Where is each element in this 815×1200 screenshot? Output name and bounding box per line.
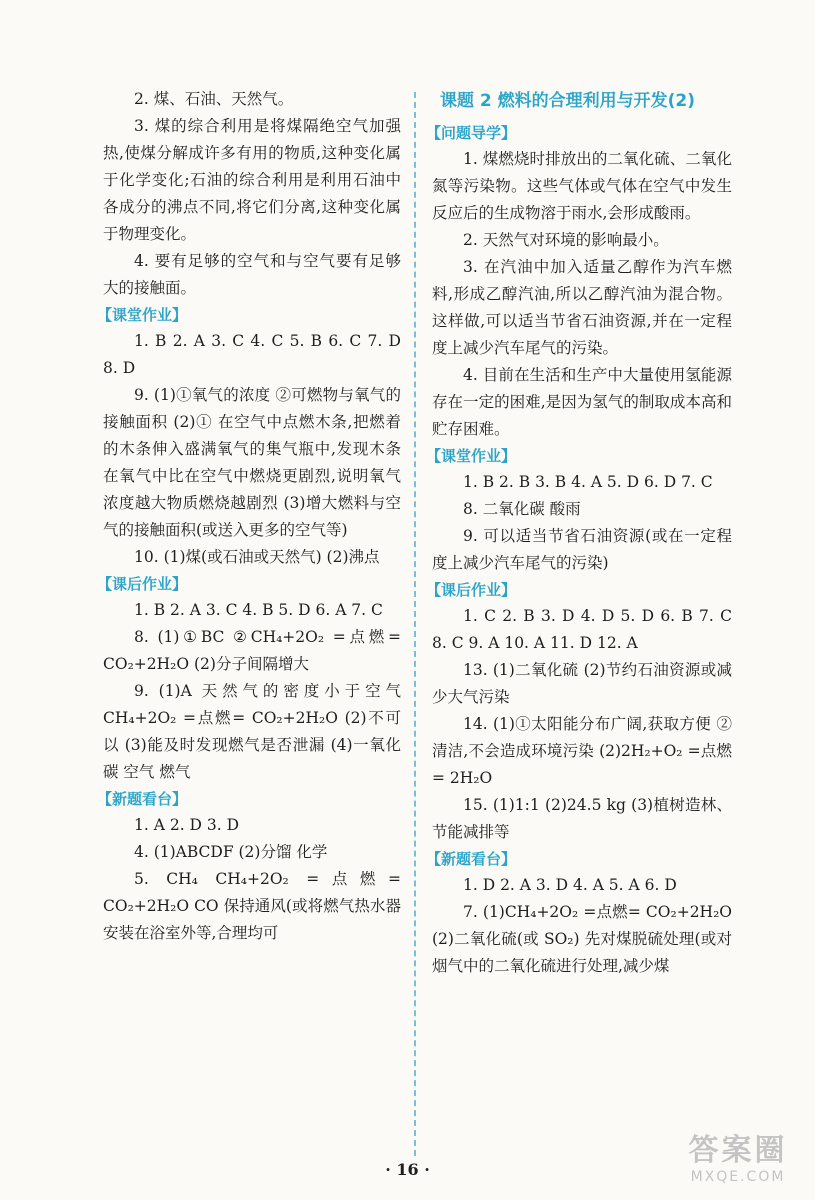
- answer-text: 4. 要有足够的空气和与空气要有足够大的接触面。: [103, 252, 401, 297]
- section-heading: 【课堂作业】: [97, 306, 188, 324]
- answer-text: 9. 可以适当节省石油资源(或在一定程度上减少汽车尾气的污染): [432, 527, 732, 572]
- left-column: [97, 86, 401, 947]
- answer-text: 2. 煤、石油、天然气。: [134, 90, 294, 108]
- answer-text: 1. B 2. A 3. C 4. C 5. B 6. C 7. D 8. D: [103, 332, 401, 377]
- answer-text: 5. CH₄ CH₄+2O₂ =点燃= CO₂+2H₂O CO 保持通风(或将燃气热水器安装在浴室外等,合理均可: [103, 870, 401, 942]
- answer-text: 10. (1)煤(或石油或天然气) (2)沸点: [134, 548, 380, 566]
- answer-text: 4. 目前在生活和生产中大量使用氢能源存在一定的困难,是因为氢气的制取成本高和贮存困难。: [432, 366, 732, 438]
- answer-text: 2. 天然气对环境的影响最小。: [463, 231, 669, 249]
- answer-text: 1. A 2. D 3. D: [134, 816, 240, 834]
- section-heading: 【新题看台】: [426, 850, 517, 868]
- answer-text: 9. (1)①氧气的浓度 ②可燃物与氧气的接触面积 (2)① 在空气中点燃木条,把燃着的木条伸入盛满氧气的集气瓶中,发现木条在氧气中比在空气中燃烧更剧烈,说明氧气浓度越大物质燃烧越剧烈 (3)增大燃料与空气的接触面积(或送入更多的空气等): [103, 386, 401, 539]
- answer-text: 8. (1)①BC ②CH₄+2O₂ =点燃= CO₂+2H₂O (2)分子间隔增大: [103, 628, 401, 673]
- section-heading: 【课堂作业】: [426, 447, 517, 465]
- answer-text: 1. B 2. A 3. C 4. B 5. D 6. A 7. C: [134, 601, 383, 619]
- answer-text: 7. (1)CH₄+2O₂ =点燃= CO₂+2H₂O (2)二氧化硫(或 SO₂) 先对煤脱硫处理(或对烟气中的二氧化硫进行处理,减少煤: [432, 903, 732, 975]
- answer-text: 3. 在汽油中加入适量乙醇作为汽车燃料,形成乙醇汽油,所以乙醇汽油为混合物。这样做,可以适当节省石油资源,并在一定程度上减少汽车尾气的污染。: [432, 258, 732, 357]
- topic-title: 课题 2 燃料的合理利用与开发(2): [440, 91, 696, 111]
- answer-text: 1. D 2. A 3. D 4. A 5. A 6. D: [463, 876, 677, 894]
- answer-text: 13. (1)二氧化硫 (2)节约石油资源或减少大气污染: [432, 661, 732, 706]
- watermark-line2: MXQE.COM: [690, 1169, 786, 1185]
- watermark-line1: 答案圈: [688, 1133, 788, 1168]
- page-number: · 16 ·: [385, 1160, 430, 1179]
- answer-text: 1. C 2. B 3. D 4. D 5. D 6. B 7. C 8. C 9. A 10. A 11. D 12. A: [432, 607, 732, 652]
- answer-text: 9. (1)A 天然气的密度小于空气 CH₄+2O₂ =点燃= CO₂+2H₂O (2)不可以 (3)能及时发现燃气是否泄漏 (4)一氧化碳 空气 燃气: [103, 682, 401, 781]
- answer-text: 8. 二氧化碳 酸雨: [463, 500, 581, 518]
- right-column: [426, 86, 732, 980]
- section-heading: 【课后作业】: [97, 575, 188, 593]
- answer-text: 14. (1)①太阳能分布广阔,获取方便 ②清洁,不会造成环境污染 (2)2H₂+O₂ =点燃= 2H₂O: [432, 715, 732, 787]
- answer-text: 4. (1)ABCDF (2)分馏 化学: [134, 843, 328, 861]
- answer-text: 15. (1)1:1 (2)24.5 kg (3)植树造林、节能减排等: [432, 796, 732, 841]
- section-heading: 【课后作业】: [426, 581, 517, 599]
- answer-text: 1. B 2. B 3. B 4. A 5. D 6. D 7. C: [463, 473, 713, 491]
- section-heading: 【问题导学】: [426, 124, 517, 142]
- column-divider: [414, 92, 416, 1156]
- watermark-logo: [673, 1134, 803, 1192]
- answer-text: 1. 煤燃烧时排放出的二氧化硫、二氧化氮等污染物。这些气体或气体在空气中发生反应后的生成物溶于雨水,会形成酸雨。: [432, 150, 732, 222]
- section-heading: 【新题看台】: [97, 790, 188, 808]
- answer-text: 3. 煤的综合利用是将煤隔绝空气加强热,使煤分解成许多有用的物质,这种变化属于化学变化;石油的综合利用是利用石油中各成分的沸点不同,将它们分离,这种变化属于物理变化。: [103, 117, 401, 243]
